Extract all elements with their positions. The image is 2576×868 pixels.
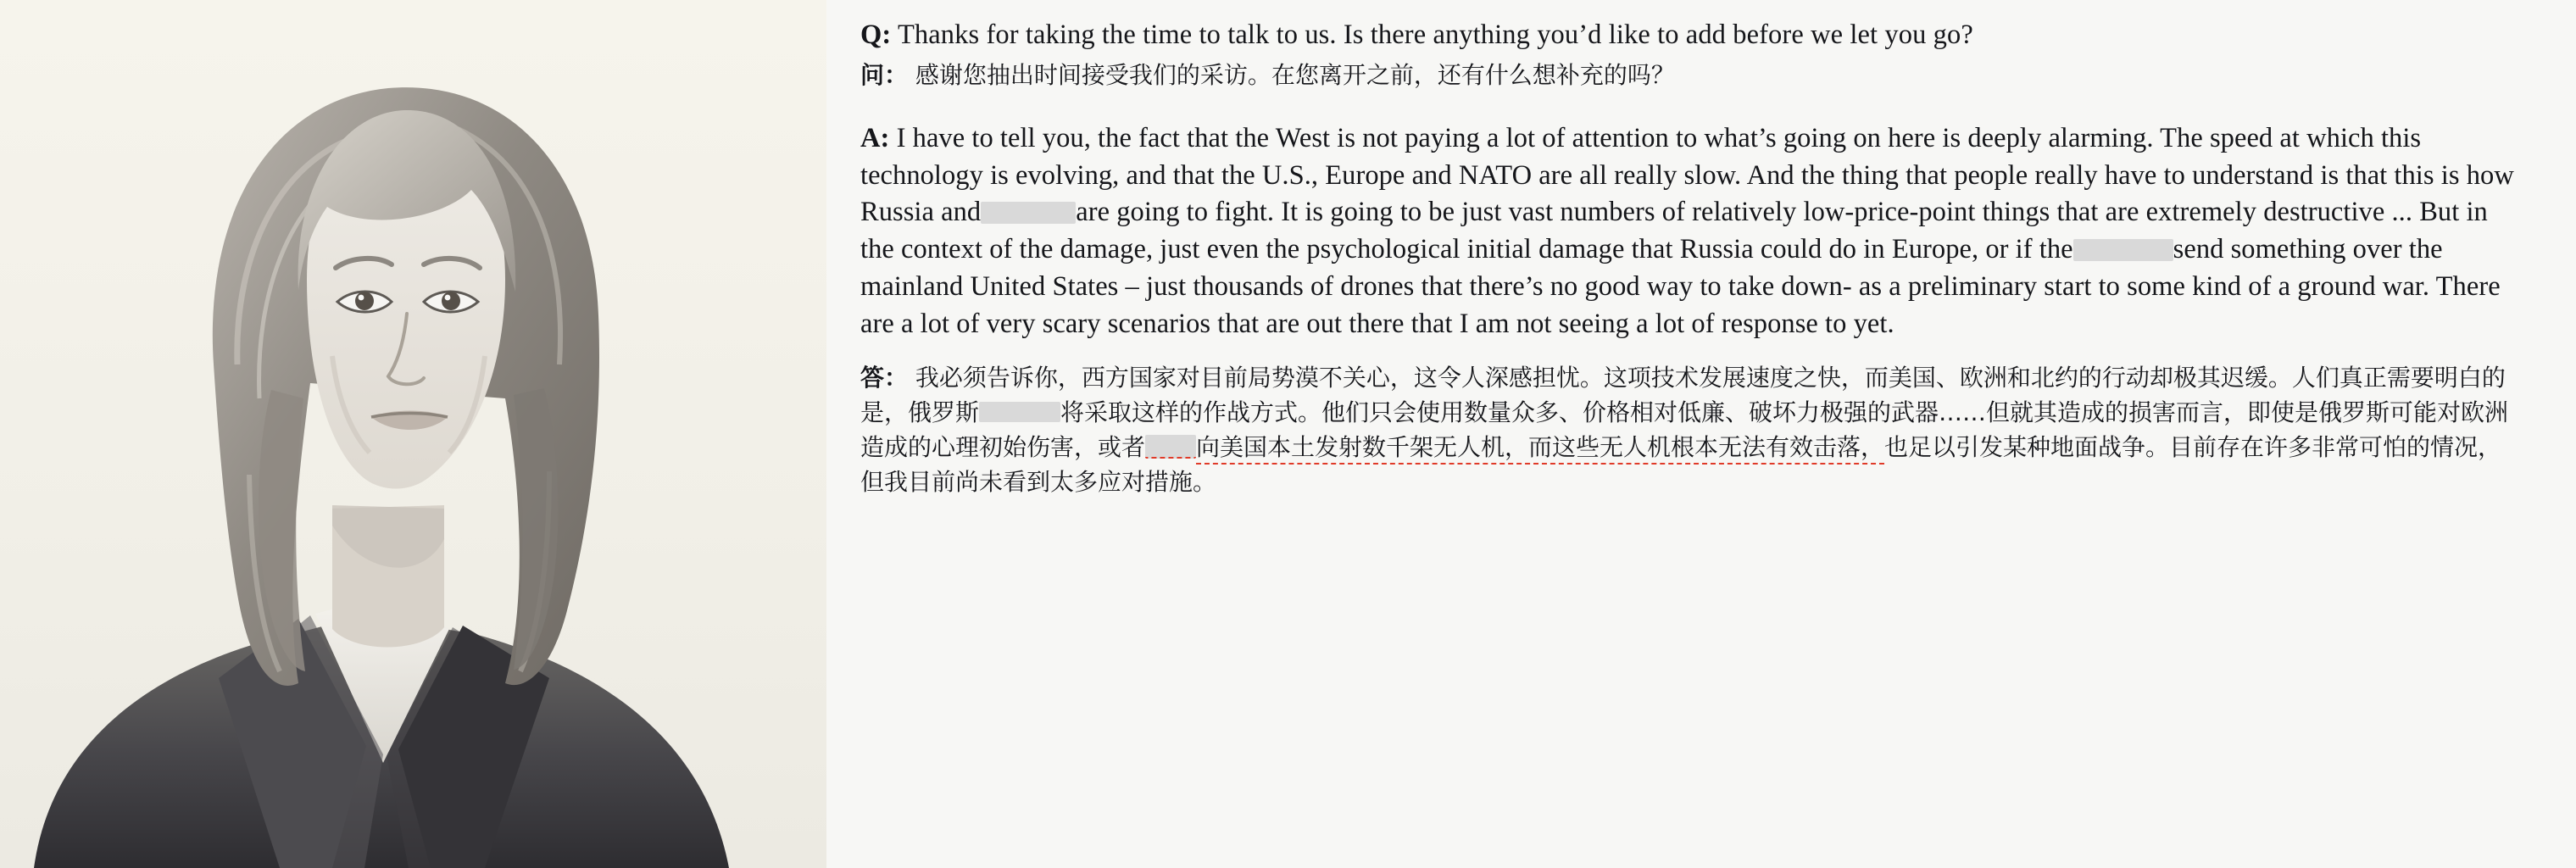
portrait-panel [0,0,826,868]
question-text-zh: 感谢您抽出时间接受我们的采访。在您离开之前，还有什么想补充的吗？ [915,61,1675,90]
question-text-en: Thanks for taking the time to talk to us. Is there anything you’d like to add before we let you go? [897,19,1973,50]
redaction-block-2 [2073,239,2173,261]
answer-text-zh-part1: 我必须告诉你，西方国家对目前局势漠不关心，这令人深感担忧。这项技术发展速度之快，而美国、欧洲和北约的行动却极其迟缓。人们真正需要明白的是，俄罗斯 [860,364,2506,427]
answer-text-zh-part4: 也足以引发某种地面战争。目前存在许多非常可怕的情况，但我目前尚未看到太多应对措施。 [860,433,2502,496]
answer-text-zh-part2: 将采取这样的作战方式。他们只会使用数量众多、价格相对低廉、破坏力极强的武器……但就其造成的损害而言，即使是俄罗斯可能对欧洲造成的心理初始伤害，或者 [860,398,2509,462]
answer-text-en-part3: send something over the mainland United States – just thousands of drones that there’s no good way to take down- as a preliminary start to some kind of a ground war. There are a lot of very scary scenarios that are out there that I am not seeing a lot of response to yet. [860,234,2501,339]
question-label-zh: 问： [860,61,909,90]
answer-text-en-part2: are going to fight. It is going to be just vast numbers of relatively low-price-point things that are extremely destructive ... But in the context of the damage, just even the psychological initial damage that Russia could do in Europe, or if the [860,197,2488,265]
answer-english [860,120,2525,342]
answer-text-zh-underlined: 向美国本土发射数千架无人机，而这些无人机根本无法有效击落， [1196,433,1884,465]
transcript-text-panel [826,0,2576,868]
portrait-image [0,0,826,868]
answer-text-en-part1: I have to tell you, the fact that the West is not paying a lot of attention to what’s going on here is deeply alarming. The speed at which this technology is evolving, and that the U.S., Europe and NATO are all really slow. And the thing that people really have to understand is that this is how Russia and [860,123,2514,228]
question-label-en: Q: [860,19,892,50]
redaction-block-3 [979,402,1060,422]
redaction-block-4 [1145,435,1196,459]
answer-chinese [860,361,2525,500]
answer-label-zh: 答： [860,364,909,392]
question-english [860,17,2525,53]
question-chinese [860,59,2525,92]
redaction-block-1 [981,202,1076,224]
answer-label-en: A: [860,123,890,154]
